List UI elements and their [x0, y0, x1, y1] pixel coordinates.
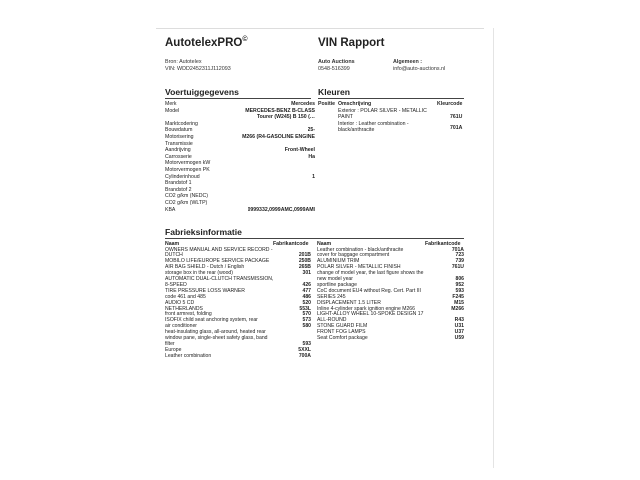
factory-item-code: 593: [302, 341, 311, 347]
spec-value: 0999332,0999AMC,0999AMI: [247, 206, 315, 213]
spec-value: 25-: [307, 127, 315, 134]
general-label: Algemeen :: [393, 59, 423, 65]
factory-item-code: U31: [454, 323, 464, 330]
page-edge: [493, 28, 494, 468]
factory-item-code: 701A: [451, 246, 464, 253]
factory-item-name: AUDIO 5 CD: [165, 299, 195, 306]
spec-label: Marktcodering: [165, 120, 198, 127]
vehicle-section-title: Voertuiggegevens: [165, 87, 239, 97]
factory-item-name: Inline 4-cylinder spark ignition engine M266: [317, 305, 415, 312]
factory-header-name-left: Naam: [165, 241, 180, 247]
factory-section-rule: [165, 238, 464, 239]
factory-item: [317, 336, 464, 342]
color-code-interior: 701A: [450, 125, 463, 131]
factory-item-name: heat-insulating glass, all-around, heated rear window pane, single-sheet safety glass, band filter: [165, 329, 268, 347]
spec-label: Carrosserie: [165, 153, 192, 160]
spec-value: 1: [312, 173, 315, 180]
factory-item-name: CoC document EU4 without Reg. Cert. Part III: [317, 287, 421, 294]
vehicle-spec-list: [165, 101, 315, 213]
spec-row: [165, 187, 315, 194]
spec-row: [165, 141, 315, 148]
factory-item-code: 477: [302, 287, 311, 294]
factory-header-name-right: Naam: [317, 241, 332, 247]
factory-item-name: Europe: [165, 346, 182, 353]
factory-item-code: 250B: [298, 258, 311, 265]
factory-item-code: 301: [302, 270, 311, 277]
factory-list-right: [317, 248, 464, 343]
spec-label: CO2 g/km (WLTP): [165, 199, 208, 206]
color-row-interior: Interior : Leather combination - black/anthracite: [338, 120, 409, 133]
spec-label: Merk: [165, 101, 177, 107]
factory-item-code: 570: [302, 311, 311, 318]
spec-value: Ha: [308, 153, 315, 160]
factory-item-code: 593: [455, 287, 464, 294]
factory-item-code: 520: [302, 299, 311, 306]
factory-item-code: M266: [451, 305, 464, 312]
factory-item-name: ISOFIX child seat anchoring system, rear: [165, 317, 258, 324]
factory-item-name: MOBILO LIFE/EUROPE SERVICE PACKAGE: [165, 258, 270, 265]
colors-section-rule: [318, 98, 464, 99]
factory-item-name: OWNERS MANUAL AND SERVICE RECORD - DUTCH: [165, 246, 273, 259]
spec-label: Model: [165, 107, 180, 114]
factory-item-code: M15: [454, 299, 464, 306]
spec-row: [165, 147, 315, 154]
factory-item-code: 426: [302, 281, 311, 288]
source-line: Bron: Autotelex: [165, 59, 202, 65]
general-email[interactable]: info@auto-auctions.nl: [393, 65, 446, 72]
auction-name: Auto Auctions: [318, 59, 355, 65]
factory-item-code: 723: [455, 252, 464, 259]
spec-label: Bouwdatum: [165, 127, 193, 134]
brand-name: AutotelexPRO: [165, 37, 243, 49]
factory-item-code: U37: [454, 329, 464, 336]
factory-item-name: Seat Comfort package: [317, 335, 368, 342]
spec-row: [165, 207, 315, 214]
spec-label: Motorvermogen PK: [165, 166, 210, 173]
factory-item-name: ALUMINIUM TRIM: [317, 258, 360, 265]
factory-item-name: air conditioner: [165, 323, 197, 330]
page-title: VIN Rapport: [318, 37, 385, 49]
auction-info: [318, 59, 355, 72]
factory-item-code: 700A: [298, 352, 311, 359]
factory-item-name: NETHERLANDS: [165, 305, 203, 312]
spec-value: Tourer (W245) B 150 (…: [256, 114, 315, 121]
spec-label: Cylinderinhoud: [165, 173, 200, 180]
spec-value: M266 (R4-GASOLINE ENGINE: [242, 133, 315, 140]
spec-label: Motorisering: [165, 133, 194, 140]
spec-row: [165, 200, 315, 207]
factory-item-code: 265B: [298, 264, 311, 271]
factory-item-code: 806: [455, 276, 464, 283]
colors-header-position: Positie: [318, 101, 336, 107]
brand-logo: [165, 37, 248, 49]
vin-line: VIN: WDD2452311J112093: [165, 65, 231, 72]
factory-list-left: [165, 248, 311, 360]
spec-value: Mercedes: [291, 101, 315, 107]
factory-header-code-left: Fabrikantcode: [273, 241, 309, 247]
spec-value: Front-Wheel: [284, 147, 315, 154]
top-rule: [156, 28, 484, 29]
factory-item-code: 952: [455, 281, 464, 288]
factory-item-name: STONE GUARD FILM: [317, 323, 368, 330]
spec-label: Brandstof 1: [165, 180, 192, 187]
spec-row: [165, 108, 315, 115]
factory-item: [165, 354, 311, 360]
spec-row: [165, 121, 315, 128]
factory-item-name: FRONT FOG LAMPS: [317, 329, 366, 336]
spec-row: [165, 180, 315, 187]
spec-row: [165, 154, 315, 161]
factory-item-name: SERIES 245: [317, 293, 346, 300]
factory-item-name: TIRE PRESSURE LOSS WARNER: [165, 287, 245, 294]
factory-item-name: change of model year, the last figure shows the new model year: [317, 270, 424, 283]
factory-item-name: Leather combination: [165, 352, 212, 359]
factory-item-code: F245: [452, 293, 464, 300]
colors-header-description: Omschrijving: [338, 101, 372, 107]
spec-value: MERCEDES-BENZ B-CLASS: [245, 107, 315, 114]
factory-item-code: 5XXL: [298, 346, 311, 353]
brand-mark: ©: [242, 36, 248, 44]
color-row-exterior: Exterior : POLAR SILVER - METALLIC PAINT: [338, 108, 427, 121]
spec-label: Motorvermogen kW: [165, 160, 211, 167]
factory-item-code: 573: [302, 317, 311, 324]
factory-item-name: Leather combination - black/anthracite: [317, 246, 404, 253]
spec-row: [165, 193, 315, 200]
factory-item-name: code 461 and 485: [165, 293, 206, 300]
colors-header-code: Kleurcode: [437, 101, 463, 107]
factory-item-name: sportline package: [317, 281, 357, 288]
spec-row: [165, 134, 315, 141]
spec-label: CO2 g/km (NEDC): [165, 193, 208, 200]
spec-label: Transmissie: [165, 140, 193, 147]
factory-section-title: Fabrieksinformatie: [165, 227, 242, 237]
spec-row: [165, 101, 315, 108]
factory-item-name: AIR BAG SHIELD - Dutch / English: [165, 264, 245, 271]
factory-item-code: R43: [454, 317, 464, 324]
source-info: [165, 59, 231, 72]
color-code-exterior: 761U: [450, 114, 463, 120]
general-info: [393, 59, 445, 72]
factory-item-code: 580: [302, 323, 311, 330]
spec-row: [165, 167, 315, 174]
factory-item-name: front armrest, folding: [165, 311, 212, 318]
factory-item-name: DISPLACEMENT 1.5 LITER: [317, 299, 381, 306]
factory-item-code: 739: [455, 258, 464, 265]
spec-label: Aandrijving: [165, 147, 191, 154]
factory-header-code-right: Fabrikantcode: [425, 241, 461, 247]
spec-row: [165, 174, 315, 181]
colors-section-title: Kleuren: [318, 87, 350, 97]
factory-item-name: LIGHT-ALLOY WHEEL 10-SPOKE DESIGN 17 ALL-ROUND: [317, 311, 424, 324]
spec-row: [165, 114, 315, 121]
spec-row: [165, 127, 315, 134]
factory-item-name: cover for baggage compartment: [317, 252, 390, 259]
spec-label: KBA: [165, 206, 176, 213]
factory-item-name: AUTOMATIC DUAL-CLUTCH TRANSMISSION, 8-SPEED: [165, 276, 274, 288]
factory-item-code: 761U: [451, 264, 464, 271]
vehicle-section-rule: [165, 98, 311, 99]
spec-row: [165, 160, 315, 167]
spec-label: Brandstof 2: [165, 186, 192, 193]
factory-item-code: 201B: [298, 252, 311, 259]
factory-item: [165, 330, 311, 348]
factory-item-code: 553L: [299, 305, 311, 312]
auction-phone: 0548-516399: [318, 65, 350, 72]
factory-item-code: 486: [302, 293, 311, 300]
factory-item-name: storage box in the rear (wood): [165, 270, 233, 277]
factory-item-name: POLAR SILVER - METALLIC FINISH: [317, 264, 401, 271]
factory-item-code: U59: [454, 335, 464, 342]
